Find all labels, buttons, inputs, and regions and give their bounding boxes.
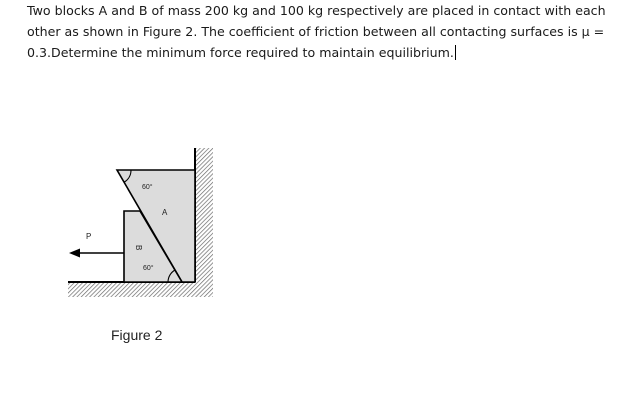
ground-hatch — [68, 282, 213, 297]
problem-line-1: Two blocks A and B of mass 200 kg and 100 kg respectively are placed in contact with each — [27, 3, 606, 18]
figure-caption: Figure 2 — [111, 327, 163, 343]
problem-line-3-text: 0.3.Determine the minimum force required to maintain equilibrium. — [27, 45, 454, 60]
label-angle-top: 60° — [142, 184, 153, 191]
label-angle-bottom: 60° — [143, 265, 154, 272]
wall-hatch — [195, 148, 213, 297]
label-b: B — [134, 245, 143, 251]
label-a: A — [162, 208, 168, 217]
label-p: P — [86, 232, 92, 241]
problem-line-2: other as shown in Figure 2. The coefficient of friction between all contacting surfaces is μ = — [27, 24, 605, 39]
force-arrow-head — [69, 249, 80, 258]
